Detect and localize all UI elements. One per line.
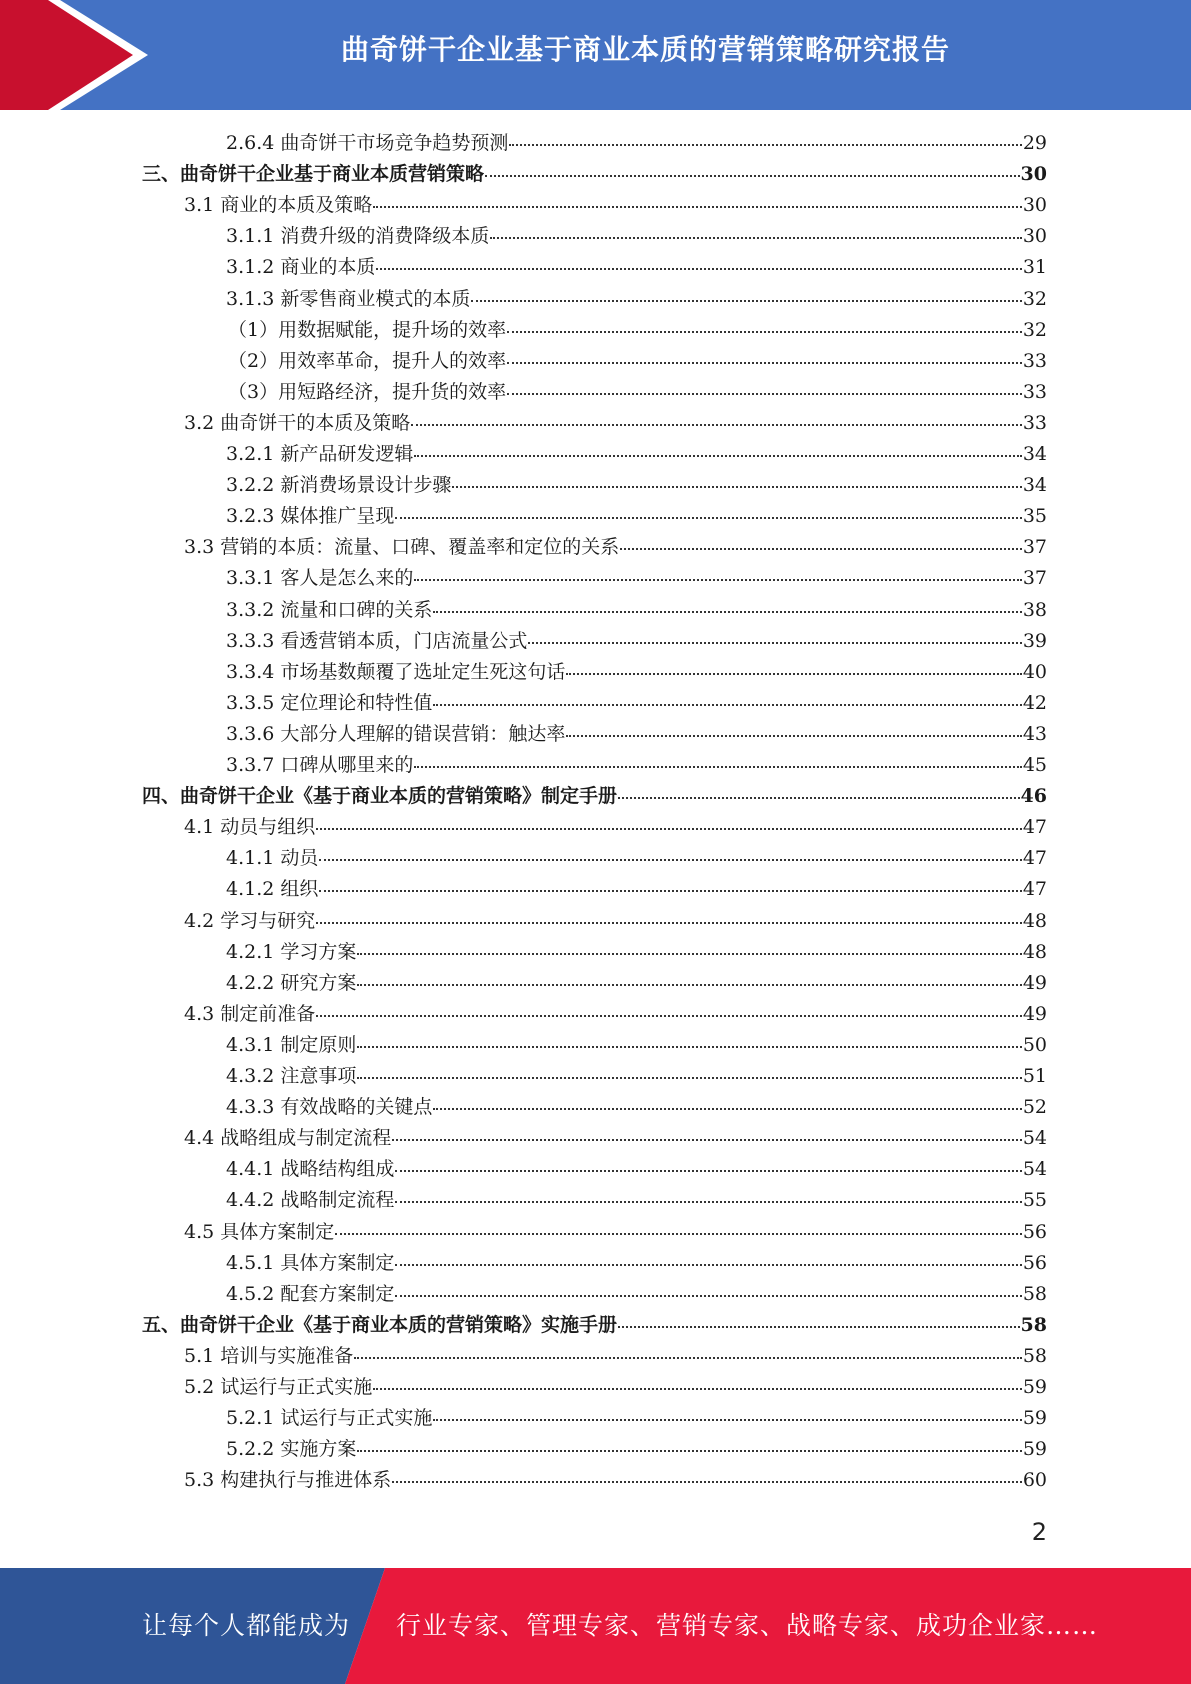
toc-leader-dots (357, 1449, 1021, 1452)
toc-entry-page: 48 (1022, 909, 1047, 932)
toc-entry[interactable] (226, 470, 1047, 501)
toc-entry[interactable] (226, 1185, 1047, 1216)
toc-entry[interactable] (226, 595, 1047, 626)
toc-entry[interactable] (184, 408, 1047, 439)
toc-entry[interactable] (184, 190, 1047, 221)
toc-entry-label: 5.2.2 实施方案 (226, 1438, 357, 1461)
toc-entry-label: 4.5.2 配套方案制定 (226, 1282, 395, 1305)
toc-entry-label: 3.3.5 定位理论和特性值 (226, 691, 433, 714)
toc-leader-dots (395, 1294, 1021, 1297)
toc-leader-dots (335, 1232, 1022, 1235)
toc-entry-label: 四、曲奇饼干企业《基于商业本质的营销策略》制定手册 (142, 785, 618, 808)
toc-entry-label: 3.2.1 新产品研发逻辑 (226, 443, 414, 465)
toc-leader-dots (618, 796, 1020, 799)
toc-entry-page: 34 (1022, 443, 1047, 465)
toc-entry[interactable] (184, 812, 1047, 843)
toc-entry[interactable] (184, 1372, 1047, 1403)
toc-entry[interactable] (226, 563, 1047, 594)
toc-leader-dots (354, 1356, 1022, 1359)
toc-entry[interactable] (228, 346, 1047, 377)
toc-leader-dots (316, 827, 1022, 830)
toc-entry-label: （1）用数据赋能，提升场的效率 (228, 318, 507, 341)
toc-leader-dots (395, 1200, 1021, 1203)
toc-leader-dots (316, 921, 1022, 924)
toc-leader-dots (357, 952, 1021, 955)
toc-entry-label: 3.3.4 市场基数颠覆了选址定生死这句话 (226, 660, 566, 683)
toc-entry-page: 37 (1022, 567, 1047, 590)
toc-entry[interactable] (226, 252, 1047, 283)
toc-entry-page: 48 (1022, 940, 1047, 963)
toc-entry-page: 54 (1022, 1127, 1047, 1150)
toc-entry-label: 3.2.3 媒体推广呈现 (226, 505, 395, 528)
toc-entry-page: 47 (1022, 878, 1047, 901)
toc-entry-page: 59 (1022, 1407, 1047, 1430)
toc-entry-label: 3.2.2 新消费场景设计步骤 (226, 474, 452, 497)
toc-entry[interactable] (226, 439, 1047, 470)
toc-entry[interactable] (226, 843, 1047, 874)
toc-entry-label: 4.3.1 制定原则 (226, 1033, 357, 1056)
toc-entry[interactable] (226, 221, 1047, 252)
toc-leader-dots (507, 361, 1022, 364)
toc-entry-page: 56 (1022, 1251, 1047, 1274)
toc-entry-label: 3.1 商业的本质及策略 (184, 194, 373, 217)
toc-entry-page: 30 (1022, 225, 1047, 248)
toc-entry-page: 56 (1022, 1220, 1047, 1243)
toc-entry-page: 46 (1020, 785, 1047, 808)
toc-entry-page: 32 (1022, 318, 1047, 341)
toc-leader-dots (507, 392, 1022, 395)
toc-entry-page: 58 (1022, 1282, 1047, 1305)
toc-entry[interactable] (184, 1217, 1047, 1248)
toc-leader-dots (395, 1169, 1021, 1172)
toc-leader-dots (357, 1045, 1021, 1048)
toc-entry-page: 33 (1022, 349, 1047, 372)
footer-slogan-left: 让每个人都能成为 (142, 1611, 351, 1640)
toc-entry[interactable] (184, 1123, 1047, 1154)
toc-entry-label: 5.1 培训与实施准备 (184, 1344, 354, 1367)
toc-entry[interactable] (226, 1248, 1047, 1279)
toc-entry-page: 52 (1022, 1096, 1047, 1119)
toc-entry-label: 4.1 动员与组织 (184, 816, 316, 839)
toc-entry-label: 4.1.1 动员 (226, 847, 319, 870)
toc-entry-page: 35 (1022, 505, 1047, 528)
toc-entry-page: 34 (1022, 474, 1047, 497)
toc-leader-dots (373, 205, 1022, 208)
toc-leader-dots (471, 299, 1021, 302)
toc-leader-dots (566, 734, 1021, 737)
toc-entry-page: 33 (1022, 411, 1047, 434)
toc-entry-label: （3）用短路经济，提升货的效率 (228, 380, 507, 403)
toc-entry[interactable] (142, 1310, 1047, 1341)
toc-entry-label: 五、曲奇饼干企业《基于商业本质的营销策略》实施手册 (142, 1313, 618, 1336)
toc-entry[interactable] (184, 999, 1047, 1030)
page-footer (0, 1568, 1191, 1684)
toc-entry-label: 4.2.1 学习方案 (226, 940, 357, 963)
toc-entry[interactable] (226, 1279, 1047, 1310)
toc-entry-label: 3.3.7 口碑从哪里来的 (226, 754, 414, 776)
toc-entry-label: 4.4.2 战略制定流程 (226, 1189, 395, 1212)
toc-entry-page: 49 (1022, 971, 1047, 994)
toc-entry-page: 59 (1022, 1438, 1047, 1461)
toc-entry-label: 4.3 制定前准备 (184, 1002, 316, 1025)
toc-entry[interactable] (184, 532, 1047, 563)
toc-entry-label: 5.3 构建执行与推进体系 (184, 1469, 392, 1492)
toc-leader-dots (395, 1263, 1021, 1266)
toc-entry-page: 51 (1022, 1065, 1047, 1087)
toc-entry-page: 37 (1022, 536, 1047, 559)
toc-entry-label: 4.5 具体方案制定 (184, 1220, 335, 1243)
toc-entry[interactable] (226, 1030, 1047, 1061)
toc-entry-page: 47 (1022, 847, 1047, 870)
toc-entry-label: 4.2 学习与研究 (184, 909, 316, 932)
toc-entry-page: 40 (1022, 660, 1047, 683)
toc-entry-label: 3.3.1 客人是怎么来的 (226, 567, 414, 590)
toc-leader-dots (411, 423, 1022, 426)
toc-entry-page: 38 (1022, 598, 1047, 621)
toc-entry[interactable] (184, 1341, 1047, 1372)
toc-entry-label: 3.1.1 消费升级的消费降级本质 (226, 225, 490, 248)
toc-leader-dots (392, 1138, 1022, 1141)
toc-leader-dots (414, 765, 1021, 768)
toc-entry[interactable] (226, 874, 1047, 905)
toc-entry-label: 4.4 战略组成与制定流程 (184, 1127, 392, 1150)
toc-entry[interactable] (142, 781, 1047, 812)
toc-entry-label: （2）用效率革命，提升人的效率 (228, 349, 507, 372)
toc-entry-page: 47 (1022, 816, 1047, 839)
toc-leader-dots (620, 547, 1022, 550)
toc-leader-dots (433, 1418, 1021, 1421)
toc-entry-label: 3.3.6 大部分人理解的错误营销：触达率 (226, 722, 566, 745)
toc-entry-page: 30 (1022, 194, 1047, 217)
toc-leader-dots (414, 454, 1021, 457)
toc-leader-dots (485, 174, 1020, 177)
toc-entry-page: 33 (1022, 380, 1047, 403)
toc-leader-dots (376, 267, 1021, 270)
toc-entry-label: 4.1.2 组织 (226, 878, 319, 901)
toc-entry-label: 2.6.4 曲奇饼干市场竞争趋势预测 (226, 132, 509, 154)
toc-entry-page: 55 (1022, 1189, 1047, 1212)
toc-leader-dots (433, 703, 1021, 706)
toc-entry-page: 30 (1020, 163, 1047, 186)
toc-entry-label: 3.2 曲奇饼干的本质及策略 (184, 411, 411, 434)
toc-leader-dots (507, 330, 1022, 333)
toc-leader-dots (319, 858, 1021, 861)
toc-leader-dots (528, 641, 1021, 644)
toc-entry[interactable] (226, 750, 1047, 781)
toc-entry-label: 3.1.2 商业的本质 (226, 256, 376, 279)
toc-entry-page: 60 (1022, 1469, 1047, 1492)
toc-entry[interactable] (228, 377, 1047, 408)
toc-entry-page: 32 (1022, 287, 1047, 310)
toc-entry-page: 50 (1022, 1033, 1047, 1056)
toc-leader-dots (433, 1107, 1021, 1110)
toc-leader-dots (357, 1076, 1021, 1079)
toc-entry[interactable] (226, 719, 1047, 750)
toc-entry-page: 49 (1022, 1002, 1047, 1025)
toc-entry-page: 59 (1022, 1376, 1047, 1398)
toc-entry-page: 31 (1022, 256, 1047, 279)
toc-entry[interactable] (226, 128, 1047, 159)
footer-slogan-right: 行业专家、管理专家、营销专家、战略专家、成功企业家…… (396, 1611, 1099, 1640)
toc-leader-dots (319, 889, 1021, 892)
toc-entry-label: 5.2 试运行与正式实施 (184, 1376, 373, 1398)
toc-leader-dots (509, 143, 1021, 146)
toc-entry[interactable] (226, 1403, 1047, 1434)
toc-entry-label: 4.3.2 注意事项 (226, 1065, 357, 1087)
toc-entry[interactable] (226, 1154, 1047, 1185)
toc-entry-label: 3.3 营销的本质：流量、口碑、覆盖率和定位的关系 (184, 536, 620, 559)
toc-entry-label: 3.3.2 流量和口碑的关系 (226, 598, 433, 621)
toc-leader-dots (373, 1387, 1022, 1390)
toc-entry[interactable] (226, 937, 1047, 968)
toc-entry[interactable] (226, 657, 1047, 688)
toc-entry-page: 45 (1022, 754, 1047, 776)
toc-entry-page: 43 (1022, 722, 1047, 745)
toc-entry-page: 29 (1022, 132, 1047, 154)
page-header (0, 0, 1191, 110)
toc-entry[interactable] (228, 315, 1047, 346)
document-title: 曲奇饼干企业基于商业本质的营销策略研究报告 (340, 33, 950, 66)
toc-leader-dots (414, 578, 1021, 581)
toc-entry-page: 39 (1022, 629, 1047, 652)
toc-leader-dots (566, 672, 1021, 675)
toc-entry-label: 3.1.3 新零售商业模式的本质 (226, 287, 471, 310)
toc-entry-page: 42 (1022, 691, 1047, 714)
toc-entry-label: 5.2.1 试运行与正式实施 (226, 1407, 433, 1430)
toc-entry[interactable] (184, 1465, 1047, 1496)
toc-leader-dots (452, 485, 1021, 488)
toc-entry[interactable] (226, 688, 1047, 719)
toc-entry[interactable] (226, 968, 1047, 999)
toc-entry-label: 三、曲奇饼干企业基于商业本质营销策略 (142, 163, 485, 186)
toc-entry-label: 3.3.3 看透营销本质，门店流量公式 (226, 629, 528, 652)
toc-entry-page: 54 (1022, 1158, 1047, 1181)
toc-entry[interactable] (226, 1092, 1047, 1123)
toc-entry[interactable] (226, 626, 1047, 657)
toc-entry[interactable] (226, 284, 1047, 315)
toc-entry-label: 4.2.2 研究方案 (226, 971, 357, 994)
toc-leader-dots (357, 983, 1021, 986)
toc-leader-dots (618, 1325, 1020, 1328)
toc-entry-page: 58 (1020, 1313, 1047, 1336)
toc-leader-dots (395, 516, 1021, 519)
toc-leader-dots (392, 1480, 1022, 1483)
toc-entry-label: 4.5.1 具体方案制定 (226, 1251, 395, 1274)
toc-entry[interactable] (184, 906, 1047, 937)
toc-entry[interactable] (226, 501, 1047, 532)
toc-leader-dots (433, 610, 1021, 613)
toc-entry[interactable] (142, 159, 1047, 190)
toc-entry[interactable] (226, 1061, 1047, 1092)
toc-leader-dots (490, 236, 1021, 239)
toc-entry-label: 4.4.1 战略结构组成 (226, 1158, 395, 1181)
toc-entry-page: 58 (1022, 1344, 1047, 1367)
toc-entry[interactable] (226, 1434, 1047, 1465)
page-number: 2 (1031, 1518, 1047, 1546)
toc-entry-label: 4.3.3 有效战略的关键点 (226, 1096, 433, 1119)
toc-leader-dots (316, 1014, 1022, 1017)
